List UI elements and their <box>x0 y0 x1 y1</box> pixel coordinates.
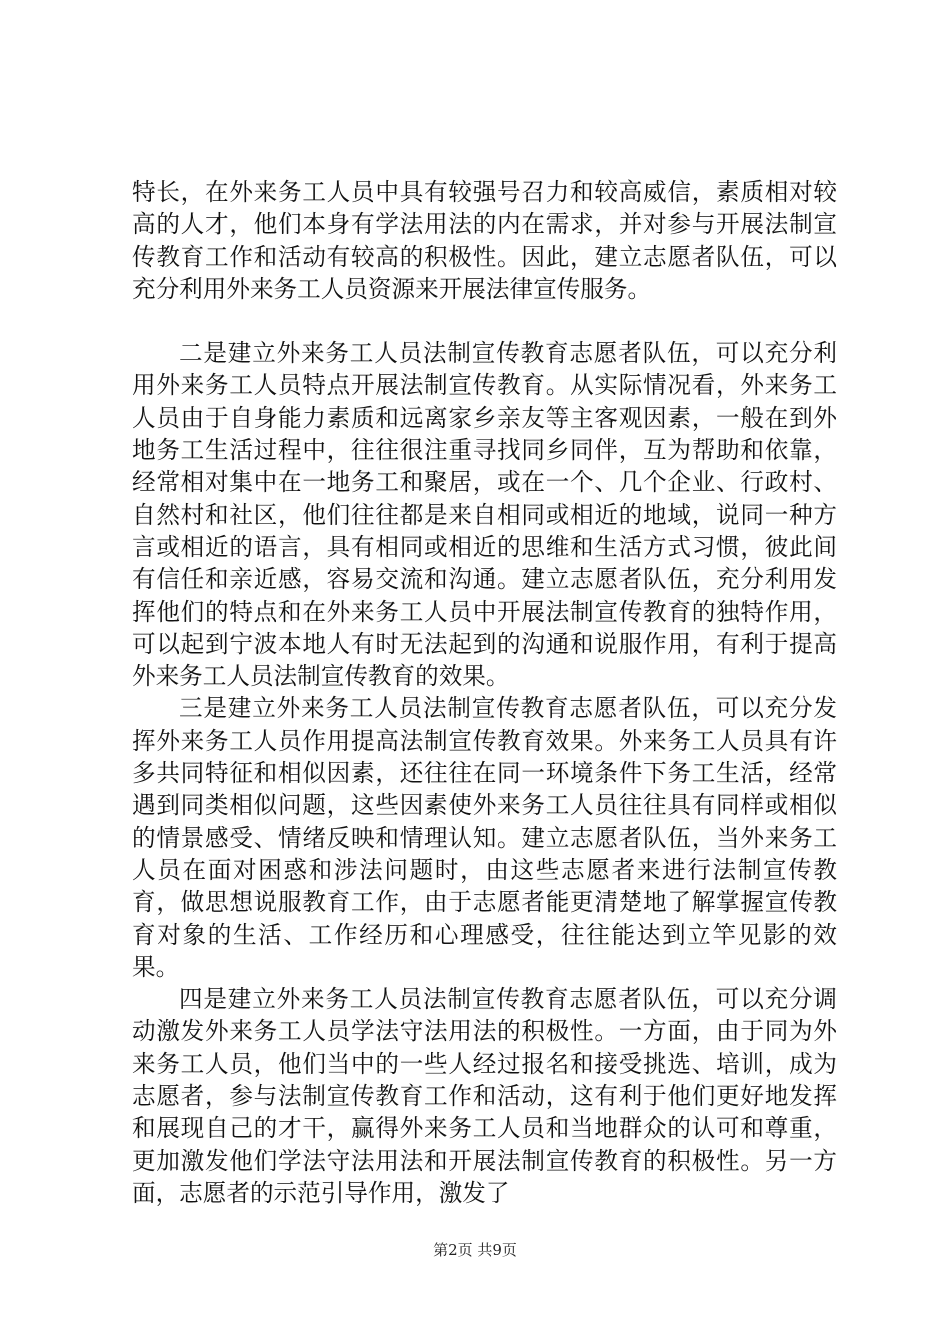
page-number-footer: 第2页 共9页 <box>433 1241 517 1259</box>
paragraph-continuation: 特长，在外来务工人员中具有较强号召力和较高威信，素质相对较高的人才，他们本身有学法用法的内在需求，并对参与开展法制宣传教育工作和活动有较高的积极性。因此，建立志愿者队伍，可以充分利用外来务工人员资源来开展法律宣传服务。 <box>132 178 837 303</box>
paragraph-point-two: 二是建立外来务工人员法制宣传教育志愿者队伍，可以充分利用外来务工人员特点开展法制宣传教育。从实际情况看，外来务工人员由于自身能力素质和远离家乡亲友等主客观因素，一般在到外地务工生活过程中，往往很注重寻找同乡同伴，互为帮助和依靠，经常相对集中在一地务工和聚居，或在一个、几个企业、行政村、自然村和社区，他们往往都是来自相同或相近的地域，说同一种方言或相近的语言，具有相同或相近的思维和生活方式习惯，彼此间有信任和亲近感，容易交流和沟通。建立志愿者队伍，充分利用发挥他们的特点和在外来务工人员中开展法制宣传教育的独特作用，可以起到宁波本地人有时无法起到的沟通和说服作用，有利于提高外来务工人员法制宣传教育的效果。 <box>132 339 837 691</box>
paragraph-point-three: 三是建立外来务工人员法制宣传教育志愿者队伍，可以充分发挥外来务工人员作用提高法制宣传教育效果。外来务工人员具有许多共同特征和相似因素，还往往在同一环境条件下务工生活，经常遇到同类相似问题，这些因素使外来务工人员往往具有同样或相似的情景感受、情绪反映和情理认知。建立志愿者队伍，当外来务工人员在面对困惑和涉法问题时，由这些志愿者来进行法制宣传教育，做思想说服教育工作，由于志愿者能更清楚地了解掌握宣传教育对象的生活、工作经历和心理感受，往往能达到立竿见影的效果。 <box>132 694 837 981</box>
document-body <box>132 176 837 1209</box>
paragraph-spacer <box>132 305 837 337</box>
paragraph-point-four: 四是建立外来务工人员法制宣传教育志愿者队伍，可以充分调动激发外来务工人员学法守法用法的积极性。一方面，由于同为外来务工人员，他们当中的一些人经过报名和接受挑选、培训，成为志愿者，参与法制宣传教育工作和活动，这有利于他们更好地发挥和展现自己的才干，赢得外来务工人员和当地群众的认可和尊重，更加激发他们学法守法用法和开展法制宣传教育的积极性。另一方面，志愿者的示范引导作用，激发了 <box>132 985 837 1207</box>
